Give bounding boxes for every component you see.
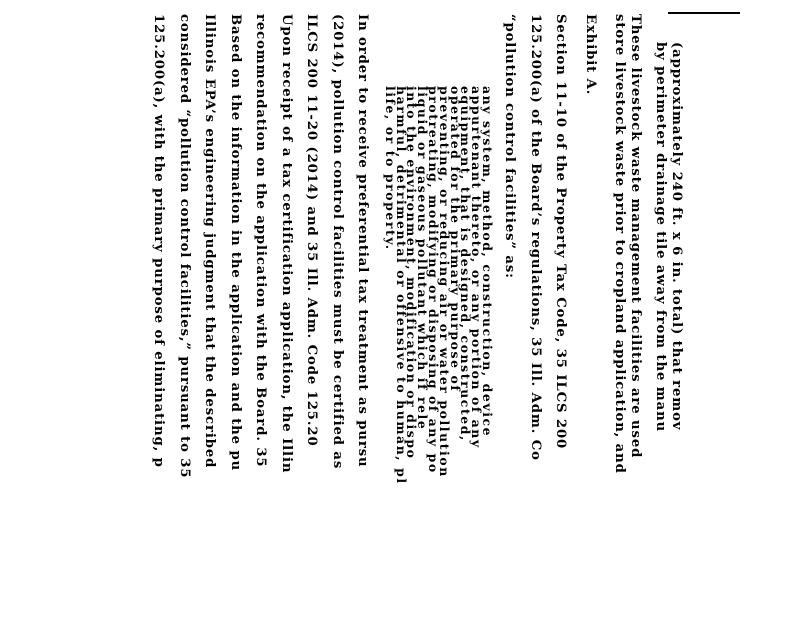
text-line: by perimeter drainage tile away from the manu [653,42,669,433]
text-line: (approximately 240 ft. x 6 in. total) that remov [669,42,684,431]
quote-line: harmful, detrimental or offensive to human, pl [393,86,409,485]
text-line: 125.200(a), with the primary purpose of eliminating, p [151,14,167,468]
quote-line: operated for the primary purpose of [447,86,463,393]
text-line: “pollution control facilities” as: [502,14,518,279]
quote-line: protreating, modifying or disposing of any po [426,86,442,474]
text-line: In order to receive preferential tax treatment as pursu [355,14,371,468]
text-line: 125.200(a) of the Board’s regulations, 35 Ill. Adm. Co [528,14,543,461]
quote-line: into the environment, modification or dispo [404,86,420,460]
text-line: ILCS 200 11-20 (2014) and 35 Ill. Adm. Code 125.20 [304,14,320,447]
text-line: Section 11-10 of the Property Tax Code, 35 ILCS 200 [553,14,569,450]
text-line: These livestock waste management facilities are used [628,14,643,459]
quote-line: life, or to property. [382,86,398,251]
text-line: Upon receipt of a tax certification application, the Illin [278,14,294,474]
rotated-document-text [144,14,684,618]
block-quote [382,14,495,618]
text-line: Illinois EPA’s engineering judgment that the described [202,14,218,469]
quote-line: any system, method, construction, device [480,86,495,438]
quote-line: liquid or gaseous pollutant which if rele [415,86,431,431]
exhibit-label: Exhibit A. [583,14,598,96]
text-line: recommendation on the application with the Board. 35 [253,14,269,468]
text-line: considered “pollution control facilities,” pursuant to 35 [176,14,192,479]
text-line: store livestock waste prior to cropland application, and [612,14,628,474]
text-line: Based on the information in the application and the pu [227,14,243,472]
quote-line: preventing, or reducing air or water pollution [436,86,452,478]
quote-line: appurtenant thereto, or any portion of any [469,86,485,449]
text-line: (2014), pollution control facilities must be certified as [329,14,345,470]
quote-line: equipment, that is designed, constructed, [458,86,474,442]
